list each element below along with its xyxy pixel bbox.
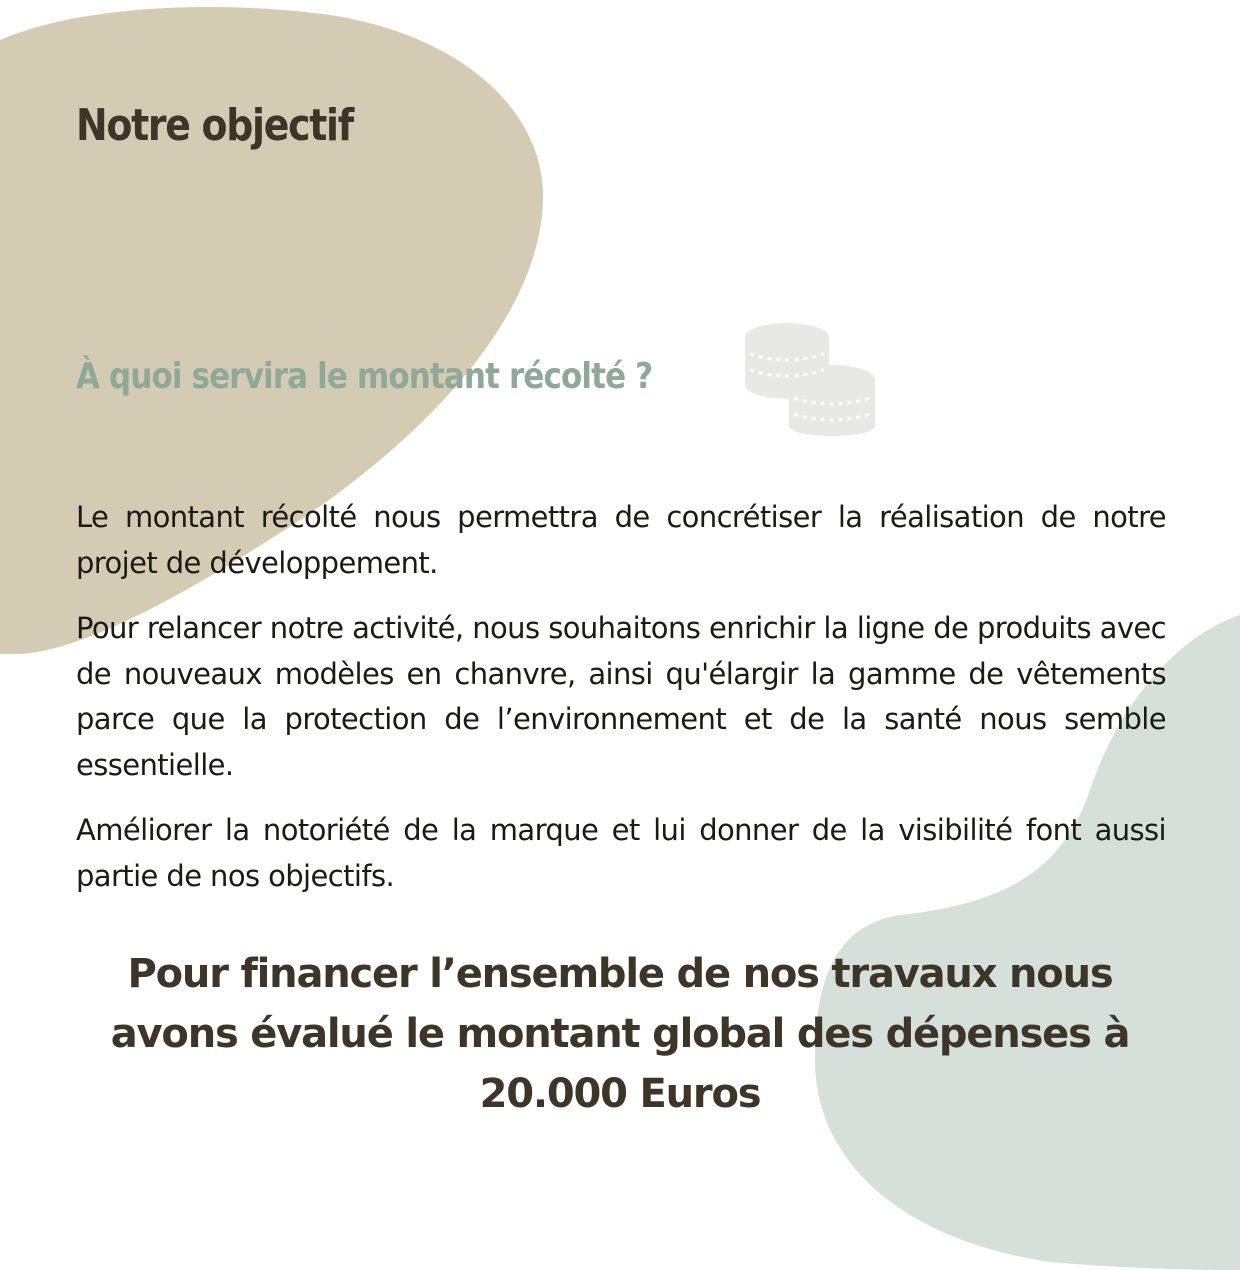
- section-subtitle: À quoi servira le montant récolté ?: [76, 356, 653, 397]
- paragraph-1: Le montant récolté nous permettra de concrétiser la réalisation de notre projet de développement.: [76, 500, 1166, 580]
- coins-icon: [740, 318, 880, 438]
- paragraph-3: Améliorer la notoriété de la marque et lui donner de la visibilité font aussi partie de nos objectifs.: [76, 813, 1166, 893]
- paragraph-2: Pour relancer notre activité, nous souhaitons enrichir la ligne de produits avec de nouveaux modèles en chanvre, ainsi qu'élargir la gamme de vêtements parce que la protection de l’environnement et de la santé nous semble essentielle.: [76, 611, 1166, 782]
- coins-icon-shapes: [745, 323, 875, 436]
- body-text: [76, 495, 1166, 919]
- funding-conclusion: Pour financer l’ensemble de nos travaux nous avons évalué le montant global des dépenses à 20.000 Euros: [110, 951, 1130, 1117]
- page-title: Notre objectif: [76, 100, 353, 151]
